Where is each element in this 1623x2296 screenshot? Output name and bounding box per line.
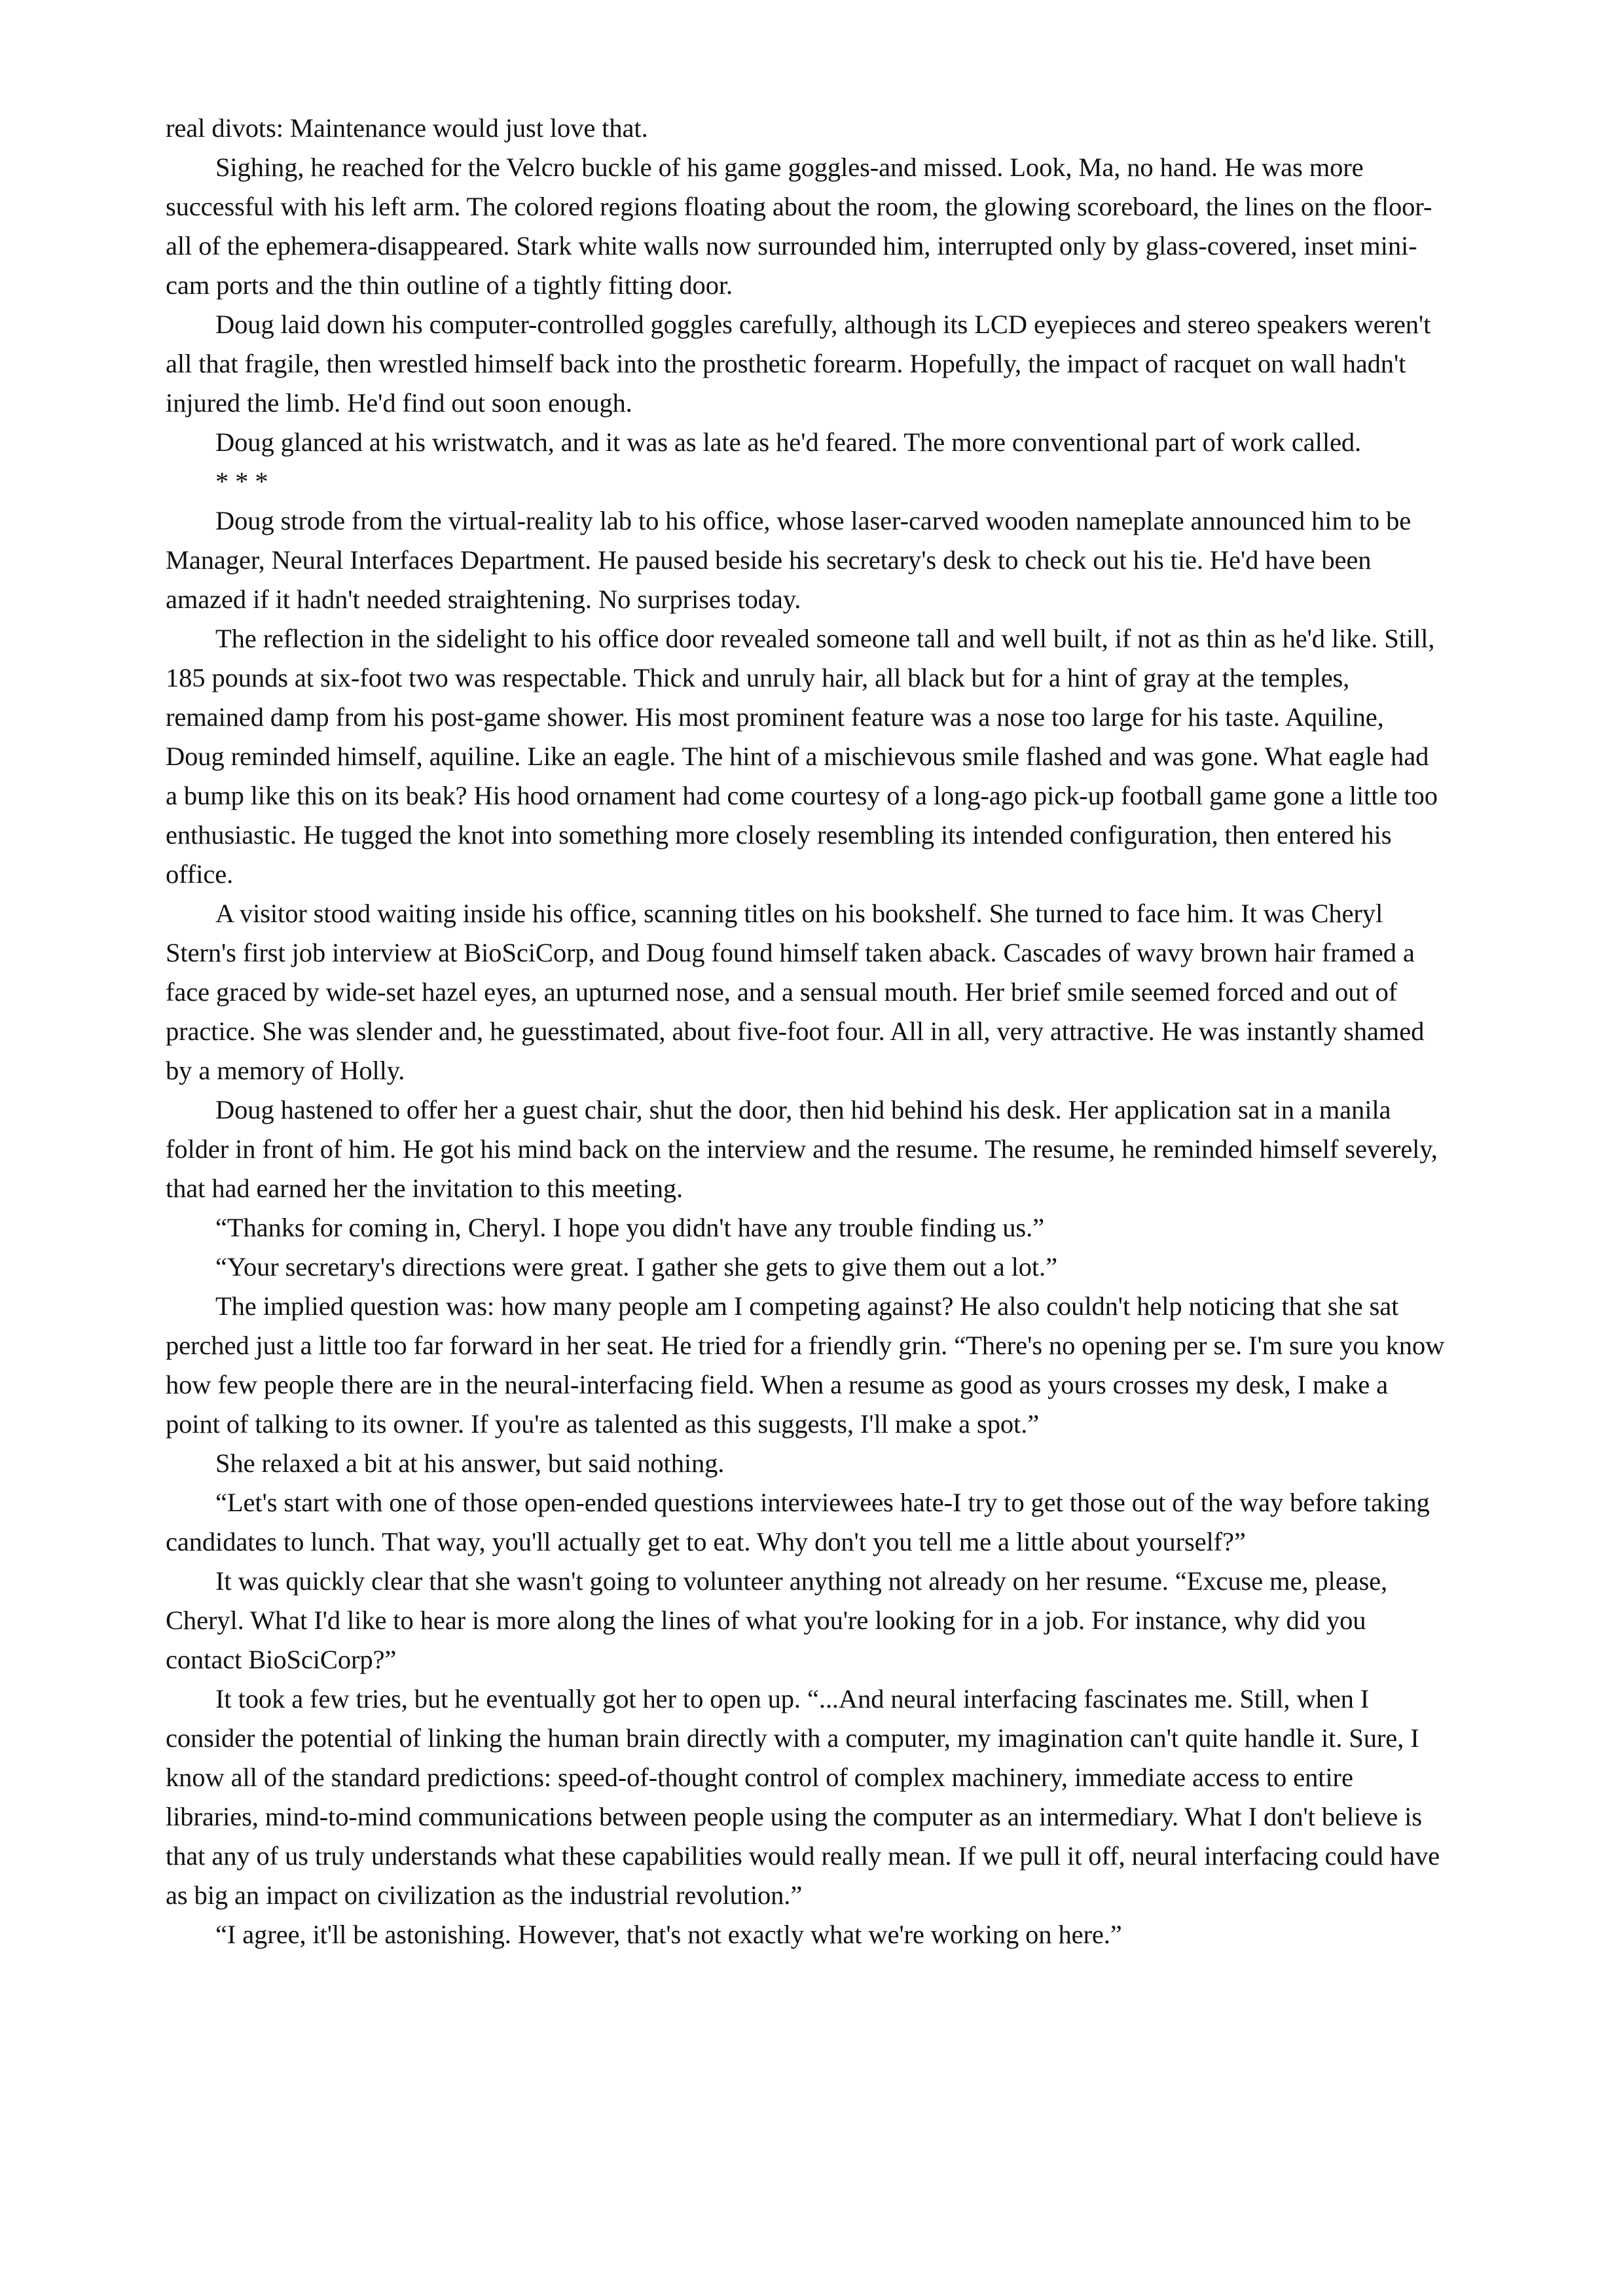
paragraph: “Your secretary's directions were great. I gather she gets to give them out a lot.”: [215, 1252, 1057, 1282]
paragraph: “Let's start with one of those open-ended questions interviewees hate-I try to get those out of the way before taking candidates to lunch. That way, you'll actually get to eat. Why don't you tell me a little about yourself?”: [166, 1488, 1430, 1556]
paragraph: Doug laid down his computer-controlled goggles carefully, although its LCD eyepieces and stereo speakers weren't all that fragile, then wrestled himself back into the prosthetic forearm. Hopefully, the impact of racquet on wall hadn't injured the limb. He'd find out soon enough.: [166, 310, 1431, 418]
paragraph: Doug hastened to offer her a guest chair, shut the door, then hid behind his desk. Her application sat in a manila folder in front of him. He got his mind back on the interview and the resume. The resume, he reminded himself severely, that had earned her the invitation to this meeting.: [166, 1095, 1438, 1203]
document-page: [166, 109, 1446, 1954]
paragraph: Sighing, he reached for the Velcro buckle of his game goggles-and missed. Look, Ma, no hand. He was more successful with his left arm. The colored regions floating about the room, the glowing scoreboard, the lines on the floor-all of the ephemera-disappeared. Stark white walls now surrounded him, interrupted only by glass-covered, inset mini-cam ports and the thin outline of a tightly fitting door.: [166, 152, 1432, 300]
paragraph: She relaxed a bit at his answer, but said nothing.: [215, 1448, 725, 1478]
scene-break: * * *: [215, 467, 268, 496]
paragraph: The reflection in the sidelight to his office door revealed someone tall and well built, if not as thin as he'd like. Still, 185 pounds at six-foot two was respectable. Thick and unruly hair, all black but for a hint of gray at the temples, remained damp from his post-game shower. His most prominent feature was a nose too large for his taste. Aquiline, Doug reminded himself, aquiline. Like an eagle. The hint of a mischievous smile flashed and was gone. What eagle had a bump like this on its beak? His hood ornament had come courtesy of a long-ago pick-up football game gone a little too enthusiastic. He tugged the knot into something more closely resembling its intended configuration, then entered his office.: [166, 624, 1438, 889]
paragraph: real divots: Maintenance would just love that.: [166, 113, 648, 143]
paragraph: It was quickly clear that she wasn't going to volunteer anything not already on her resume. “Excuse me, please, Cheryl. What I'd like to hear is more along the lines of what you're looking for in a job. For instance, why did you contact BioSciCorp?”: [166, 1566, 1388, 1674]
paragraph: A visitor stood waiting inside his office, scanning titles on his bookshelf. She turned to face him. It was Cheryl Stern's first job interview at BioSciCorp, and Doug found himself taken aback. Cascades of wavy brown hair framed a face graced by wide-set hazel eyes, an upturned nose, and a sensual mouth. Her brief smile seemed forced and out of practice. She was slender and, he guesstimated, about five-foot four. All in all, very attractive. He was instantly shamed by a memory of Holly.: [166, 899, 1425, 1085]
paragraph: The implied question was: how many people am I competing against? He also couldn't help noticing that she sat perched just a little too far forward in her seat. He tried for a friendly grin. “There's no opening per se. I'm sure you know how few people there are in the neural-interfacing field. When a resume as good as yours crosses my desk, I make a point of talking to its owner. If you're as talented as this suggests, I'll make a spot.”: [166, 1291, 1445, 1439]
paragraph: Doug strode from the virtual-reality lab to his office, whose laser-carved wooden nameplate announced him to be Manager, Neural Interfaces Department. He paused beside his secretary's desk to check out his tie. He'd have been amazed if it hadn't needed straightening. No surprises today.: [166, 506, 1412, 614]
paragraph: “I agree, it'll be astonishing. However, that's not exactly what we're working on here.”: [215, 1920, 1122, 1949]
paragraph: It took a few tries, but he eventually got her to open up. “...And neural interfacing fascinates me. Still, when I consider the potential of linking the human brain directly with a computer, my imagination can't quite handle it. Sure, I know all of the standard predictions: speed-of-thought control of complex machinery, immediate access to entire libraries, mind-to-mind communications between people using the computer as an intermediary. What I don't believe is that any of us truly understands what these capabilities would really mean. If we pull it off, neural interfacing could have as big an impact on civilization as the industrial revolution.”: [166, 1684, 1440, 1910]
paragraph: Doug glanced at his wristwatch, and it was as late as he'd feared. The more conventional part of work called.: [215, 427, 1362, 457]
paragraph: “Thanks for coming in, Cheryl. I hope you didn't have any trouble finding us.”: [215, 1213, 1044, 1242]
